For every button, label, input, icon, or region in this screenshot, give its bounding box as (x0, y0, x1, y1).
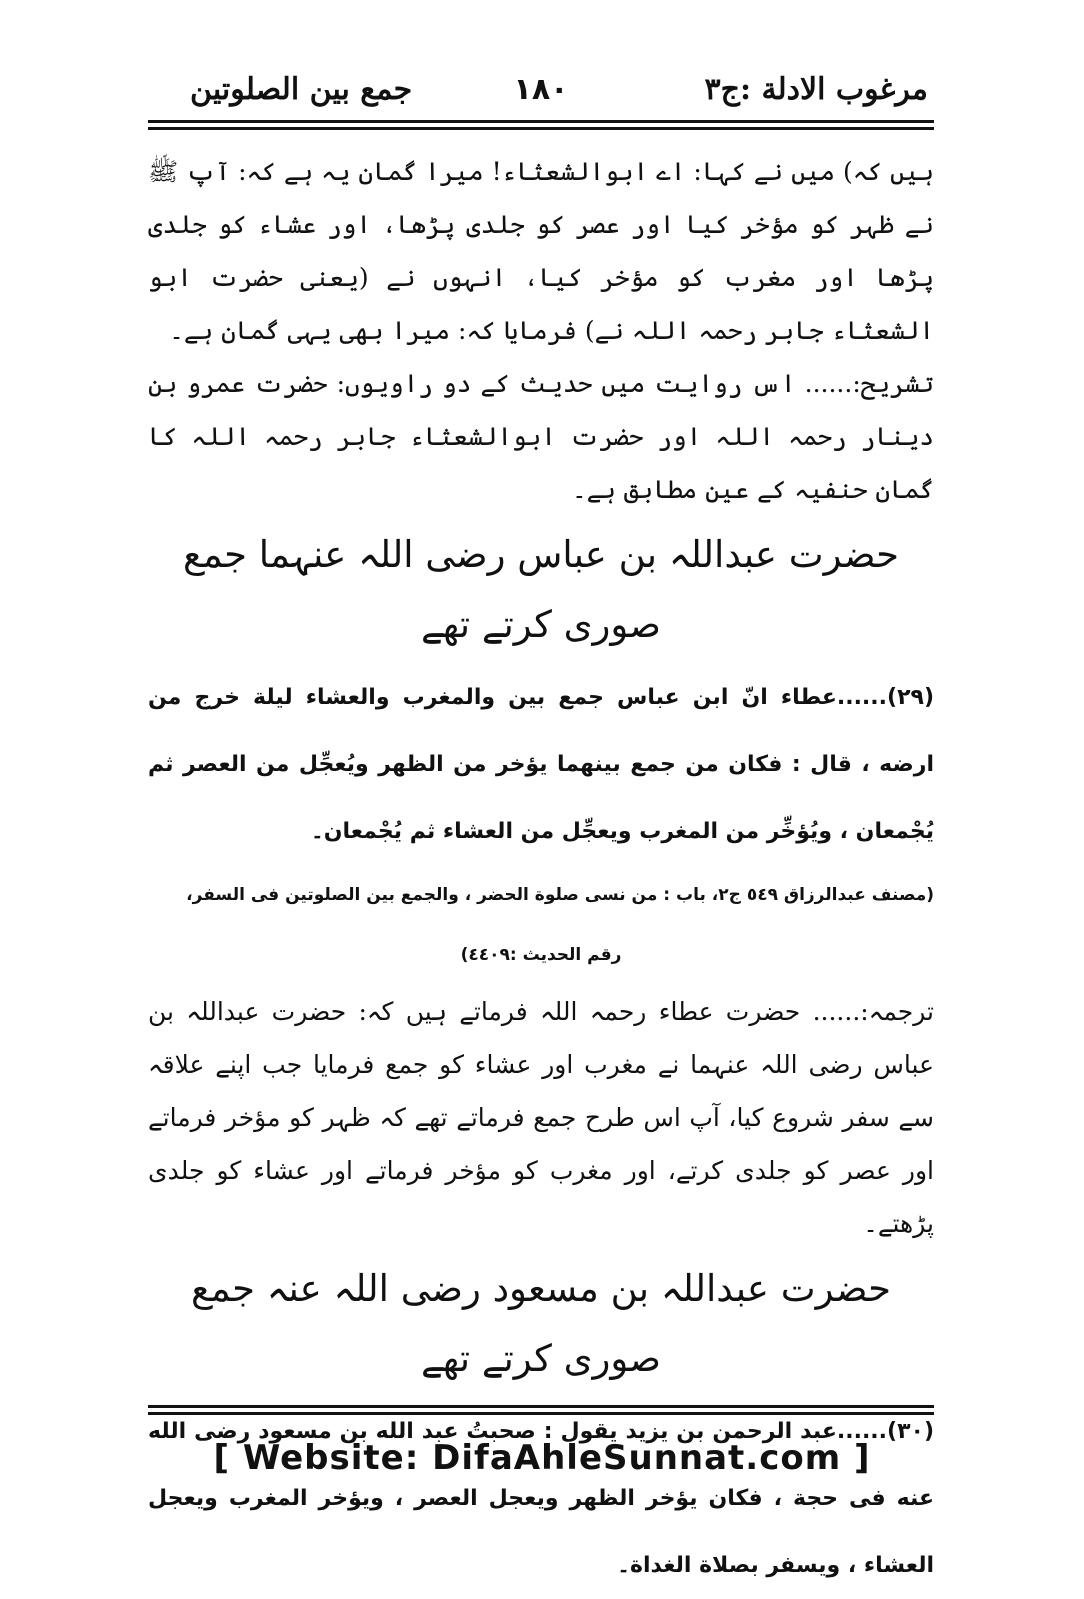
page-header (148, 58, 934, 118)
header-divider (148, 120, 934, 123)
hadith-29-reference-number: رقم الحديث :٤٤٠٩) (460, 945, 622, 965)
website-footer: [ Website: DifaAhleSunnat.com ] (213, 1438, 871, 1478)
section-heading-ibn-abbas: حضرت عبداللہ بن عباس رضی اللہ عنہما جمع صوری کرتے تھے (183, 533, 899, 646)
section-heading-ibn-masud: حضرت عبداللہ بن مسعود رضی اللہ عنہ جمع صوری کرتے تھے (191, 1267, 891, 1380)
hadith-29-reference: (مصنف عبدالرزاق ٥٤٩ ج٢، باب : من نسى صلوة الحضر ، والجمع بين الصلوتين فى السفر، (186, 885, 934, 905)
chapter-title: جمع بین الصلوتین (190, 72, 413, 107)
hadith-29-text: (٢٩)......عطاء انّ ابن عباس جمع بين والمغرب والعشاء ليلة خرج من ارضه ، قال : فكان من جمع بينهما يؤخر من الظهر ويُعجِّل من العصر ثم يُجْمعان ، ويُؤخِّر من المغرب ويعجِّل من العشاء ثم يُجْمعان۔ (148, 685, 934, 844)
tashreeh-paragraph: تشریح:...... اس روایت میں حدیث کے دو راویوں: حضرت عمرو بن دینار رحمہ اللہ اور حضرت ابوالشعثاء جابر رحمہ اللہ کا گمان حنفیہ کے عین مطابق ہے۔ (148, 369, 934, 504)
page-content (148, 145, 934, 1599)
paragraph-continuation: ہیں کہ) میں نے کہا: اے ابوالشعثاء! میرا گمان یہ ہے کہ: آپ ﷺ نے ظہر کو مؤخر کیا اور عصر کو جلدی پڑھا، اور عشاء کو جلدی پڑھا اور مغرب کو مؤخر کیا، انہوں نے (یعنی حضرت ابو الشعثاء جابر رحمہ اللہ نے) فرمایا کہ: میرا بھی یہی گمان ہے۔ (148, 157, 934, 345)
footer-divider (148, 1405, 934, 1408)
page-number: ١٨٠ (513, 72, 569, 107)
book-title: مرغوب الادلة :ج٣ (704, 72, 928, 107)
hadith-30-text: (٣٠)......عبد الرحمن بن يزيد يقول : صحبتُ عبد الله بن مسعود رضى الله عنه فى حجة ، فكان يؤخر الظهر ويعجل العصر ، ويؤخر المغرب ويعجل العشاء ، ويسفر بصلاة الغداة۔ (148, 1419, 934, 1578)
tarjuma-paragraph: ترجمہ:...... حضرت عطاء رحمہ اللہ فرماتے ہیں کہ: حضرت عبداللہ بن عباس رضی اللہ عنہما نے مغرب اور عشاء کو جمع فرمایا جب اپنے علاقہ سے سفر شروع کیا، آپ اس طرح جمع فرماتے تھے کہ ظہر کو مؤخر فرماتے اور عصر کو جلدی کرتے، اور مغرب کو مؤخر فرماتے اور عشاء کو جلدی پڑھتے۔ (148, 997, 934, 1238)
